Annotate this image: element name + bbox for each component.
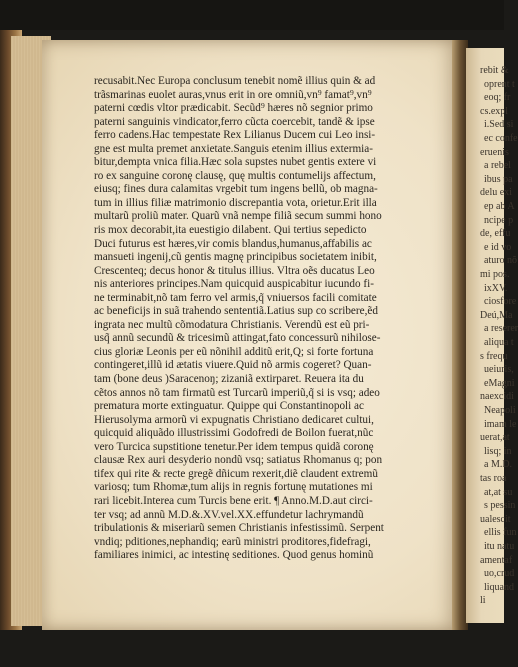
text-line: vndiq; pditiones,nephandiq; earũ ministri proditores,fidefragi, [94, 535, 371, 548]
text-line: tifex qui rite & recte gregẽ dñicum rexerit,diẽ claudent extremũ [94, 467, 378, 480]
text-line: vero Turcica supstitione tenetur.Per idem tempus quidã coronę [94, 440, 374, 453]
text-line: quicquid aliquãdo illustrissimi Godofredi de Boilon fuerat,nũc [94, 427, 374, 440]
facing-page-fragment: i.Sed si [484, 119, 514, 131]
facing-page-fragment: li [480, 595, 486, 607]
text-line: mansueti ingenij,cũ gentis magnę principibus societatem inibit, [94, 251, 377, 264]
facing-page [466, 48, 518, 623]
text-line: ferro cadens.Hac tempestate Rex Lilianus Ducem cui Leo insi- [94, 129, 376, 142]
facing-page-fragment: eruenis [480, 146, 509, 158]
facing-page-fragment: Neapoli [484, 405, 516, 416]
text-line: bitur,dempta vnica filia.Hæc sola supstes nubet gentis extere vi [94, 156, 377, 169]
facing-page-fragment: eMagni [484, 377, 515, 389]
text-line: paterni cœdis vltor prædicabit. Secũd⁹ hæres nõ segnior primo [94, 102, 373, 115]
text-line: paterni sanguinis vindicator,ferro cũcta coercebit, tandẽ & ipse [94, 115, 375, 128]
text-line: ris mox decorabit,ita euestigio dilabent. Qui tertius sepedicto [94, 224, 367, 237]
text-line: familiares inimici, ac intestinę seditiones. Quod genus hominũ [94, 549, 374, 562]
text-line: ingrata nec multũ cõmodatura Christianis. Verendũ est eũ pri- [94, 318, 370, 331]
facing-page-fragment: tas roa [480, 473, 507, 484]
facing-page-fragment: uerat,at [480, 432, 510, 444]
text-line: cẽtos annos nõ tam firmatũ est Turcarũ imperiũ,q̃ si is vsq; adeo [94, 386, 380, 399]
text-line: contingeret,illũ id ætatis viuere.Quid nõ armis cogeret? Quan- [94, 359, 372, 372]
background-top [0, 0, 504, 30]
text-line: rari licebit.Interea cum Turcis bene erit. ¶ Anno.M.D.aut circi- [94, 494, 373, 507]
facing-page-fragment: eoq; fr [484, 92, 511, 104]
text-line: clausæ Rex auri desyderio nondũ vsq; satiatus Rhomanus q; pon [94, 454, 383, 467]
text-line: ter vsq; ad annũ M.D.&.XV.vel.XX.effundetur lachrymandũ [94, 508, 364, 521]
facing-page-fragment: ellis fun [484, 527, 517, 539]
text-line: gne est multa premet anxietate.Sanguis etenim illius extermia- [94, 142, 373, 155]
facing-page-fragment: ibus pa [484, 173, 513, 185]
facing-page-fragment: delu exi [480, 187, 512, 199]
text-line: Duci futurus est hæres,vir comis blandus,humanus,affabilis ac [94, 237, 372, 250]
text-line: usq̃ annũ secundũ & tricesimũ attingat,fato concessurũ nihilose- [94, 332, 381, 345]
text-line: tribulationis & miseriarũ semen Christianis infestissimũ. Serpent [94, 522, 384, 535]
facing-page-fragment: naexcidi [480, 391, 514, 403]
facing-page-fragment: aliqua t [484, 337, 514, 348]
text-line: eiusq; fines dura calamitas vrgebit tum ingens bellũ, ob magna- [94, 183, 378, 196]
facing-page-fragment: itu natu [484, 541, 515, 552]
text-line: ne terminabit,nõ tam ferro vel armis,q̃ vniuersos facili comitate [94, 291, 377, 304]
facing-page-fragment: liquand [484, 581, 514, 593]
facing-page-fragment: cs.expl [480, 105, 509, 117]
facing-page-fragment: mi pos. [480, 269, 510, 280]
facing-page-fragment: e id vo [484, 241, 512, 253]
facing-page-fragment: oprent t [484, 78, 515, 90]
text-line: variosq; tum Rhomæ,tum alijs in regnis fortunę mutationes mi [94, 481, 373, 494]
facing-page-fragment: at,at su [484, 486, 513, 498]
facing-page-fragment: aturo nõ [484, 255, 518, 267]
facing-page-fragment: ualescit [480, 513, 511, 525]
text-line: prematura morte extinguatur. Quippe qui Constantinopoli ac [94, 400, 364, 413]
facing-page-fragment: ep ab A [484, 201, 515, 212]
facing-page-fragment: Deú,Ma [480, 309, 513, 321]
text-line: ac beneficijs in suã trahendo sententiã.Latius sup co scribere,ẽd [94, 305, 378, 318]
text-line: multarũ proliũ mater. Quarũ vnã nempe filiã secum summi hono [94, 210, 382, 223]
text-line: cius gloriæ Leonis per eũ nõnihil additũ erit,Q; si forte fortuna [94, 345, 374, 358]
text-line: tam (bone deus )Saracenoŋ; zizaniã extirparet. Reuera ita du [94, 373, 364, 386]
facing-page-fragment: s frequ [480, 350, 508, 362]
facing-page-fragment: rebit & [480, 65, 509, 76]
facing-page-fragment: ueiuris, [484, 364, 514, 376]
facing-page-fragment: ciosfore [484, 296, 517, 308]
facing-page-fragment: imam le [484, 418, 517, 430]
facing-page-fragment: s pessin [484, 500, 516, 512]
facing-page-fragment: amentaf [480, 554, 513, 566]
facing-page-fragment: de, effu [480, 228, 511, 240]
facing-page-fragment: ixXV. [484, 282, 508, 294]
text-line: nis anteriores principes.Nam quicquid auspicabitur iucundo fi- [94, 278, 374, 291]
facing-page-fragment: uo,crud [484, 568, 515, 580]
facing-page-fragment: a reserer [484, 323, 518, 335]
text-line: ro ex sanguine coronę clausę, quę multis contumelijs affectum, [94, 169, 376, 182]
page-text-block [94, 75, 446, 563]
text-line: trãsmarinas euolet auras,vnus erit in ore omniũ,vn⁹ famat⁹,vn⁹ [94, 88, 372, 101]
facing-page-fragment: a M.D. [484, 459, 513, 471]
facing-page-fragment: lisq; in [484, 445, 512, 457]
facing-page-fragment: a rebel [484, 160, 511, 172]
facing-page-fragment: ec confe [484, 133, 518, 144]
facing-page-fragment: ncipe p [484, 214, 514, 226]
text-line: Crescenteq; decus honor & titulus illius. Vltra oẽs ducatus Leo [94, 264, 375, 277]
text-line: recusabit.Nec Europa conclusum tenebit nomẽ illius quin & ad [94, 75, 376, 87]
text-line: tum in illius filiæ matrimonio discrepantia vota, orietur.Erit illa [94, 196, 377, 209]
text-line: Hierusolyma armorũ vi expugnatis Christiano dedicaret cultui, [94, 413, 374, 426]
